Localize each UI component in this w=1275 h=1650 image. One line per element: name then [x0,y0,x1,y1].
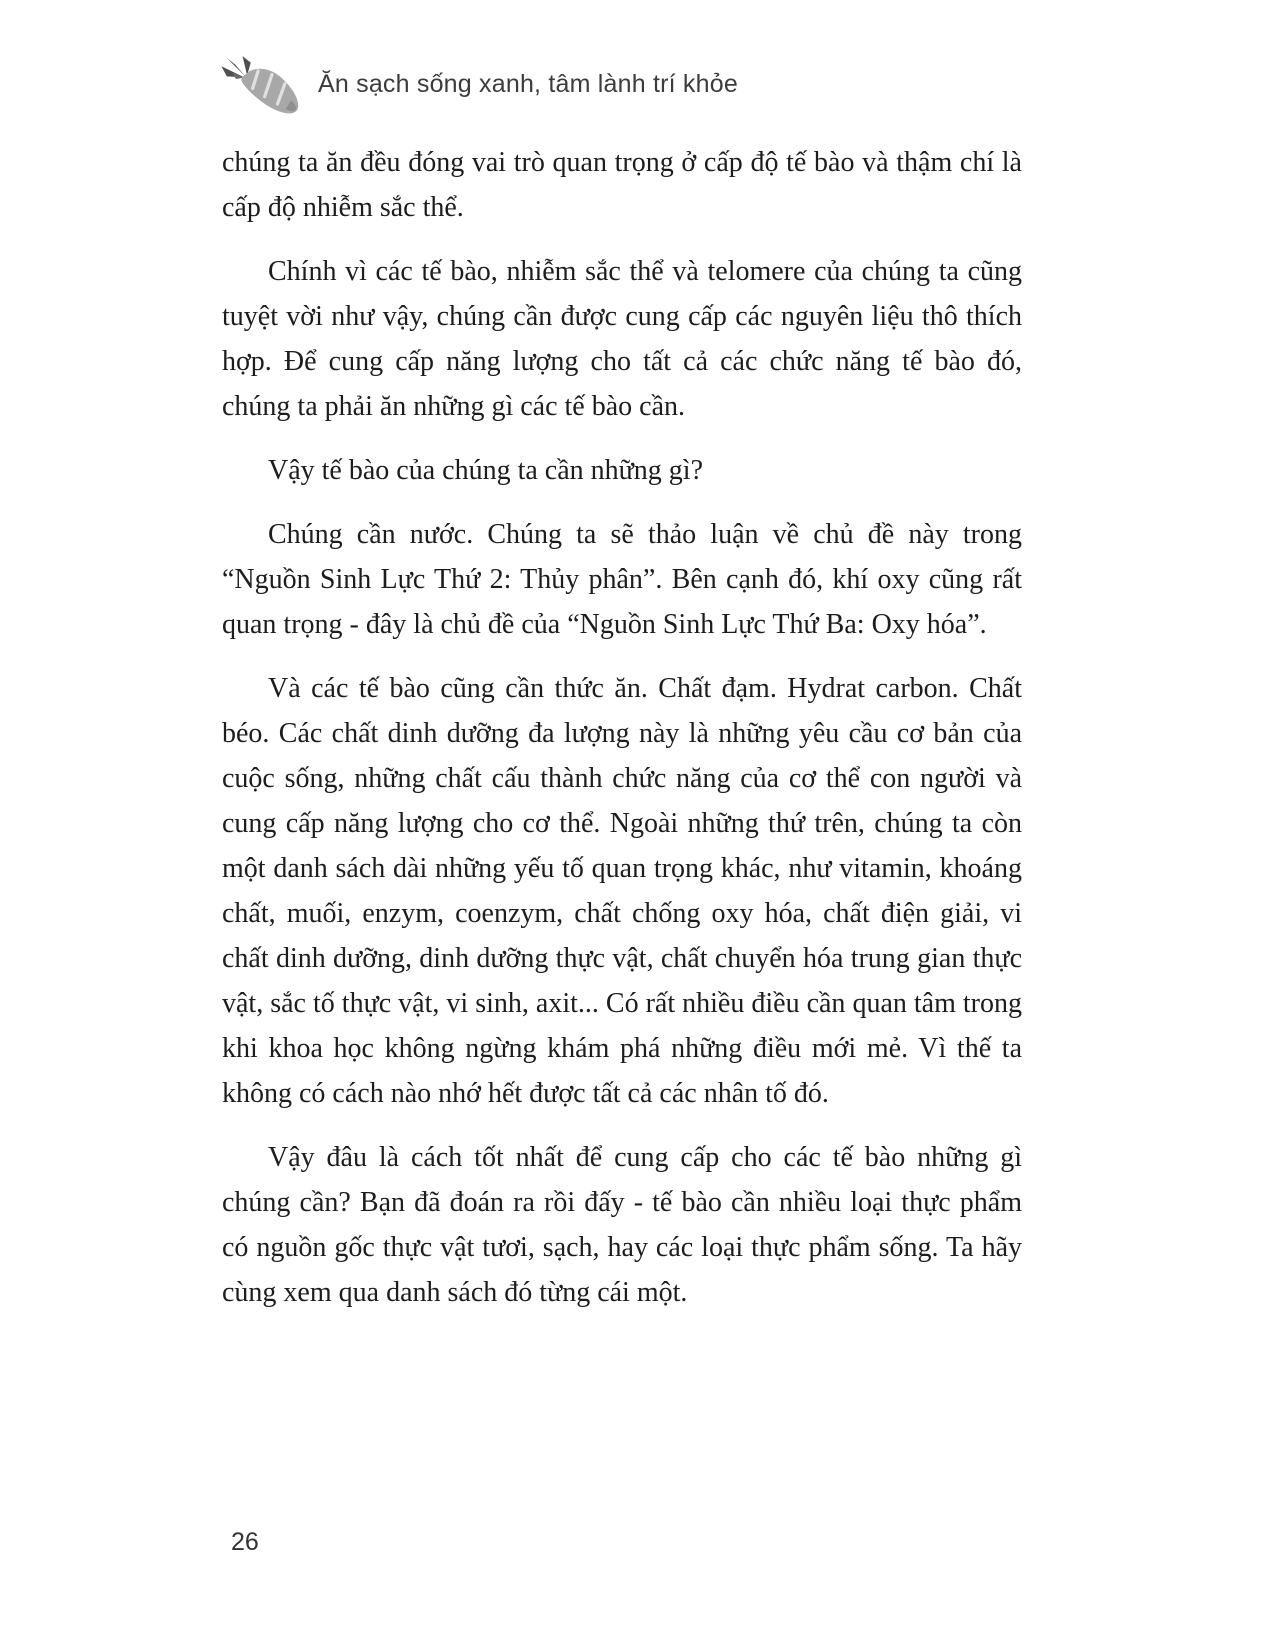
paragraph: Vậy tế bào của chúng ta cần những gì? [268,455,704,486]
paragraph: Chính vì các tế bào, nhiễm sắc thể và telomere của chúng ta cũng tuyệt vời như vậy, chúng cần được cung cấp các nguyên liệu thô thích hợp. Để cung cấp năng lượng cho tất cả các chức năng tế bào đó, chúng ta phải ăn những gì các tế bào cần. [222,256,1022,422]
carrot-icon [214,52,306,122]
paragraph: Chúng cần nước. Chúng ta sẽ thảo luận về chủ đề này trong “Nguồn Sinh Lực Thứ 2: Thủy phân”. Bên cạnh đó, khí oxy cũng rất quan trọng - đây là chủ đề của “Nguồn Sinh Lực Thứ Ba: Oxy hóa”. [222,519,1022,640]
paragraph: chúng ta ăn đều đóng vai trò quan trọng ở cấp độ tế bào và thậm chí là cấp độ nhiễm sắc thể. [222,147,1022,223]
page-body-text [222,140,1022,1334]
page-number: 26 [231,1528,259,1556]
running-header-title: Ăn sạch sống xanh, tâm lành trí khỏe [318,69,738,98]
paragraph: Và các tế bào cũng cần thức ăn. Chất đạm. Hydrat carbon. Chất béo. Các chất dinh dưỡng đa lượng này là những yêu cầu cơ bản của cuộc sống, những chất cấu thành chức năng của cơ thể con người và cung cấp năng lượng cho cơ thể. Ngoài những thứ trên, chúng ta còn một danh sách dài những yếu tố quan trọng khác, như vitamin, khoáng chất, muối, enzym, coenzym, chất chống oxy hóa, chất điện giải, vi chất dinh dưỡng, dinh dưỡng thực vật, chất chuyển hóa trung gian thực vật, sắc tố thực vật, vi sinh, axit... Có rất nhiều điều cần quan tâm trong khi khoa học không ngừng khám phá những điều mới mẻ. Vì thế ta không có cách nào nhớ hết được tất cả các nhân tố đó. [222,673,1022,1109]
paragraph: Vậy đâu là cách tốt nhất để cung cấp cho các tế bào những gì chúng cần? Bạn đã đoán ra rồi đấy - tế bào cần nhiều loại thực phẩm có nguồn gốc thực vật tươi, sạch, hay các loại thực phẩm sống. Ta hãy cùng xem qua danh sách đó từng cái một. [222,1142,1022,1308]
running-header [214,52,738,122]
